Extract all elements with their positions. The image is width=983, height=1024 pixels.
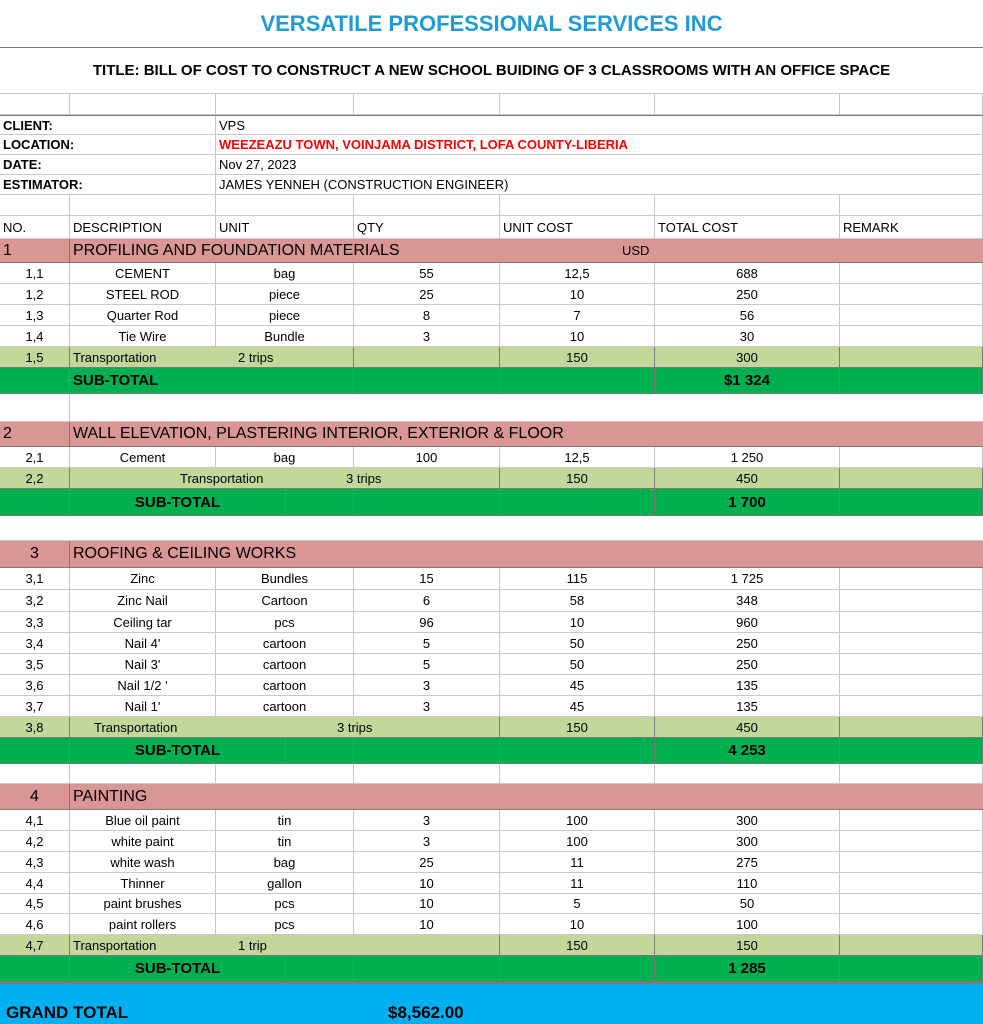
item-remark[interactable] — [840, 894, 983, 914]
header-remark: REMARK — [840, 216, 983, 239]
section-number: 2 — [0, 422, 70, 447]
subtotal-value: 4 253 — [655, 738, 840, 764]
grand-total-row[interactable] — [0, 982, 983, 1024]
section-number: 1 — [0, 239, 70, 263]
subtotal-value: 1 285 — [655, 956, 840, 982]
item-unit: tin — [216, 831, 354, 852]
item-unit-cost: 12,5 — [500, 263, 655, 284]
item-description: Ceiling tar — [70, 612, 216, 633]
transport-description-cell — [70, 717, 500, 738]
item-qty: 10 — [354, 873, 500, 894]
item-description: CEMENT — [70, 263, 216, 284]
transport-trips: 1 trip — [238, 938, 267, 953]
item-total: 450 — [655, 468, 840, 489]
header-unit-cost: UNIT COST — [500, 216, 655, 239]
item-qty: 3 — [354, 810, 500, 831]
section-header-3[interactable] — [0, 541, 983, 568]
item-total: 688 — [655, 263, 840, 284]
grand-total-value: $8,562.00 — [388, 1003, 464, 1022]
item-unit-cost: 11 — [500, 852, 655, 873]
table-row[interactable] — [0, 568, 983, 590]
item-remark[interactable] — [840, 326, 983, 347]
item-total: 110 — [655, 873, 840, 894]
transport-row[interactable] — [0, 468, 983, 489]
subtotal-label: SUB-TOTAL — [70, 956, 286, 982]
item-description: Cement — [70, 447, 216, 468]
item-description: Tie Wire — [70, 326, 216, 347]
item-unit-cost: 10 — [500, 612, 655, 633]
item-no: 3,2 — [0, 590, 70, 612]
item-unit: tin — [216, 810, 354, 831]
item-qty: 3 — [354, 326, 500, 347]
subtotal-value: $1 324 — [655, 368, 840, 394]
item-unit: cartoon — [216, 654, 354, 675]
section-number: 4 — [0, 784, 70, 810]
transport-description: Transportation — [180, 471, 264, 486]
item-unit-cost: 10 — [500, 914, 655, 935]
transport-description-cell — [70, 347, 354, 368]
company-header-row[interactable] — [0, 0, 983, 48]
item-qty: 25 — [354, 284, 500, 305]
item-remark[interactable] — [840, 590, 983, 612]
table-row[interactable] — [0, 284, 983, 305]
section-header-1[interactable] — [0, 239, 983, 263]
table-row[interactable] — [0, 447, 983, 468]
item-no: 4,1 — [0, 810, 70, 831]
subtotal-value: 1 700 — [655, 489, 840, 516]
item-unit: pcs — [216, 612, 354, 633]
column-header-row — [0, 216, 983, 239]
item-unit: cartoon — [216, 675, 354, 696]
item-unit: Bundle — [216, 326, 354, 347]
item-remark[interactable] — [840, 612, 983, 633]
item-unit-cost: 115 — [500, 568, 655, 590]
table-row[interactable] — [0, 914, 983, 935]
item-description: paint brushes — [70, 894, 216, 914]
table-row[interactable] — [0, 654, 983, 675]
empty-row[interactable] — [0, 394, 983, 422]
date-row[interactable] — [0, 155, 983, 175]
section-header-4[interactable] — [0, 784, 983, 810]
item-unit-cost: 10 — [500, 326, 655, 347]
subtotal-label: SUB-TOTAL — [70, 489, 286, 516]
item-qty: 8 — [354, 305, 500, 326]
item-total: 250 — [655, 633, 840, 654]
subtotal-row[interactable] — [0, 368, 983, 394]
item-remark[interactable] — [840, 852, 983, 873]
transport-row[interactable] — [0, 347, 983, 368]
item-unit-cost: 150 — [500, 468, 655, 489]
item-remark[interactable] — [840, 633, 983, 654]
currency-label: USD — [622, 243, 650, 258]
empty-row[interactable] — [0, 516, 983, 541]
table-row[interactable] — [0, 810, 983, 831]
item-remark[interactable] — [840, 914, 983, 935]
item-total: 450 — [655, 717, 840, 738]
section-header-2[interactable] — [0, 422, 983, 447]
item-qty: 3 — [354, 696, 500, 717]
header-qty: QTY — [354, 216, 500, 239]
item-unit-cost: 100 — [500, 831, 655, 852]
table-row[interactable] — [0, 696, 983, 717]
item-no: 3,1 — [0, 568, 70, 590]
item-total: 1 250 — [655, 447, 840, 468]
table-row[interactable] — [0, 894, 983, 914]
date-label: DATE: — [0, 155, 216, 175]
item-unit-cost: 50 — [500, 633, 655, 654]
item-total: 135 — [655, 696, 840, 717]
item-no: 2,1 — [0, 447, 70, 468]
item-unit-cost: 7 — [500, 305, 655, 326]
item-description: white wash — [70, 852, 216, 873]
item-no: 3,4 — [0, 633, 70, 654]
item-no: 3,3 — [0, 612, 70, 633]
item-total: 1 725 — [655, 568, 840, 590]
item-description: Blue oil paint — [70, 810, 216, 831]
empty-row[interactable] — [0, 94, 983, 115]
subtotal-row[interactable] — [0, 956, 983, 982]
table-row[interactable] — [0, 633, 983, 654]
item-unit: bag — [216, 447, 354, 468]
item-unit-cost: 150 — [500, 717, 655, 738]
transport-trips: 3 trips — [346, 471, 382, 486]
item-total: 348 — [655, 590, 840, 612]
item-unit-cost: 10 — [500, 284, 655, 305]
document-title: TITLE: BILL OF COST TO CONSTRUCT A NEW SCHOOL BUIDING OF 3 CLASSROOMS WITH AN OFFICE SPACE — [92, 62, 891, 79]
item-no: 3,6 — [0, 675, 70, 696]
item-unit: piece — [216, 284, 354, 305]
item-no: 3,8 — [0, 717, 70, 738]
item-unit: piece — [216, 305, 354, 326]
section-number: 3 — [0, 541, 70, 568]
item-no: 4,6 — [0, 914, 70, 935]
item-qty: 3 — [354, 675, 500, 696]
item-total: 100 — [655, 914, 840, 935]
table-row[interactable] — [0, 263, 983, 284]
item-qty: 10 — [354, 914, 500, 935]
estimator-label: ESTIMATOR: — [0, 175, 216, 195]
item-unit: cartoon — [216, 633, 354, 654]
item-description: Zinc — [70, 568, 216, 590]
item-total: 150 — [655, 935, 840, 956]
item-unit: pcs — [216, 914, 354, 935]
item-qty: 25 — [354, 852, 500, 873]
transport-description-cell — [70, 468, 500, 489]
title-row[interactable] — [0, 48, 983, 94]
item-unit: gallon — [216, 873, 354, 894]
item-unit: cartoon — [216, 696, 354, 717]
item-total: 135 — [655, 675, 840, 696]
item-total: 250 — [655, 284, 840, 305]
item-unit-cost: 5 — [500, 894, 655, 914]
company-name: VERSATILE PROFESSIONAL SERVICES INC — [260, 10, 723, 36]
transport-description: Transportation — [73, 937, 157, 953]
item-remark[interactable] — [840, 873, 983, 894]
empty-row[interactable] — [0, 195, 983, 216]
subtotal-row[interactable] — [0, 738, 983, 764]
item-remark[interactable] — [840, 305, 983, 326]
item-description: Zinc Nail — [70, 590, 216, 612]
item-description: Nail 1/2 ' — [70, 675, 216, 696]
table-row[interactable] — [0, 326, 983, 347]
estimator-row[interactable] — [0, 175, 983, 195]
item-description: STEEL ROD — [70, 284, 216, 305]
client-value[interactable]: VPS — [216, 116, 983, 135]
item-description: Nail 4' — [70, 633, 216, 654]
item-total: 56 — [655, 305, 840, 326]
item-no: 4,4 — [0, 873, 70, 894]
client-label: CLIENT: — [0, 116, 216, 135]
item-remark[interactable] — [840, 568, 983, 590]
section-title: PAINTING — [70, 784, 983, 810]
item-no: 2,2 — [0, 468, 70, 489]
item-remark[interactable] — [840, 675, 983, 696]
item-qty: 6 — [354, 590, 500, 612]
transport-description-cell — [70, 935, 500, 956]
item-no: 1,3 — [0, 305, 70, 326]
item-qty: 5 — [354, 633, 500, 654]
item-remark[interactable] — [840, 831, 983, 852]
transport-row[interactable] — [0, 935, 983, 956]
table-row[interactable] — [0, 831, 983, 852]
item-total: 30 — [655, 326, 840, 347]
item-remark[interactable] — [840, 284, 983, 305]
item-qty: 55 — [354, 263, 500, 284]
subtotal-label: SUB-TOTAL — [70, 738, 286, 764]
table-row[interactable] — [0, 675, 983, 696]
item-total: 960 — [655, 612, 840, 633]
location-value[interactable]: WEEZEAZU TOWN, VOINJAMA DISTRICT, LOFA COUNTY-LIBERIA — [216, 135, 983, 155]
item-unit: bag — [216, 263, 354, 284]
item-description: Quarter Rod — [70, 305, 216, 326]
item-remark[interactable] — [840, 696, 983, 717]
item-unit-cost: 11 — [500, 873, 655, 894]
item-description: Nail 3' — [70, 654, 216, 675]
item-remark[interactable] — [840, 263, 983, 284]
item-unit-cost: 150 — [500, 935, 655, 956]
item-unit: Bundles — [216, 568, 354, 590]
header-description: DESCRIPTION — [70, 216, 216, 239]
item-qty: 96 — [354, 612, 500, 633]
item-total: 275 — [655, 852, 840, 873]
item-no: 1,5 — [0, 347, 70, 368]
table-row[interactable] — [0, 305, 983, 326]
client-row[interactable] — [0, 115, 983, 135]
section-title: PROFILING AND FOUNDATION MATERIALS — [70, 239, 983, 263]
item-total: 300 — [655, 831, 840, 852]
item-no: 3,5 — [0, 654, 70, 675]
item-unit-cost: 50 — [500, 654, 655, 675]
item-qty: 10 — [354, 894, 500, 914]
item-no: 1,4 — [0, 326, 70, 347]
header-unit: UNIT — [216, 216, 354, 239]
item-unit-cost: 12,5 — [500, 447, 655, 468]
item-unit: Cartoon — [216, 590, 354, 612]
item-total: 50 — [655, 894, 840, 914]
location-label: LOCATION: — [0, 135, 216, 155]
transport-row[interactable] — [0, 717, 983, 738]
item-remark[interactable] — [840, 447, 983, 468]
location-row[interactable] — [0, 135, 983, 155]
empty-row[interactable] — [0, 764, 983, 784]
item-unit: bag — [216, 852, 354, 873]
transport-description: Transportation — [73, 349, 157, 365]
item-qty: 5 — [354, 654, 500, 675]
item-unit-cost: 45 — [500, 675, 655, 696]
header-total-cost: TOTAL COST — [655, 216, 840, 239]
item-remark[interactable] — [840, 654, 983, 675]
item-description: Thinner — [70, 873, 216, 894]
table-row[interactable] — [0, 852, 983, 873]
item-unit-cost: 100 — [500, 810, 655, 831]
item-qty: 100 — [354, 447, 500, 468]
transport-trips: 3 trips — [337, 720, 373, 735]
table-row[interactable] — [0, 590, 983, 612]
item-total: 300 — [655, 810, 840, 831]
estimator-value[interactable]: JAMES YENNEH (CONSTRUCTION ENGINEER) — [216, 175, 983, 195]
table-row[interactable] — [0, 612, 983, 633]
item-no: 4,5 — [0, 894, 70, 914]
item-no: 1,1 — [0, 263, 70, 284]
transport-description: Transportation — [94, 720, 178, 735]
grand-total-label: GRAND TOTAL — [6, 1003, 129, 1022]
section-title: ROOFING & CEILING WORKS — [70, 541, 983, 568]
item-unit: pcs — [216, 894, 354, 914]
item-no: 4,2 — [0, 831, 70, 852]
date-value[interactable]: Nov 27, 2023 — [216, 155, 983, 175]
item-total: 300 — [655, 347, 840, 368]
item-qty: 3 — [354, 831, 500, 852]
item-total: 250 — [655, 654, 840, 675]
subtotal-label: SUB-TOTAL — [70, 368, 354, 394]
item-unit-cost: 58 — [500, 590, 655, 612]
item-unit-cost: 150 — [500, 347, 655, 368]
item-description: paint rollers — [70, 914, 216, 935]
item-no: 4,3 — [0, 852, 70, 873]
item-description: Nail 1' — [70, 696, 216, 717]
item-unit-cost: 45 — [500, 696, 655, 717]
header-no: NO. — [0, 216, 70, 239]
table-row[interactable] — [0, 873, 983, 894]
item-no: 1,2 — [0, 284, 70, 305]
item-qty: 15 — [354, 568, 500, 590]
transport-trips: 2 trips — [238, 350, 274, 365]
item-no: 3,7 — [0, 696, 70, 717]
subtotal-row[interactable] — [0, 489, 983, 516]
item-no: 4,7 — [0, 935, 70, 956]
item-remark[interactable] — [840, 810, 983, 831]
section-title: WALL ELEVATION, PLASTERING INTERIOR, EXTERIOR & FLOOR — [70, 422, 983, 447]
item-description: white paint — [70, 831, 216, 852]
